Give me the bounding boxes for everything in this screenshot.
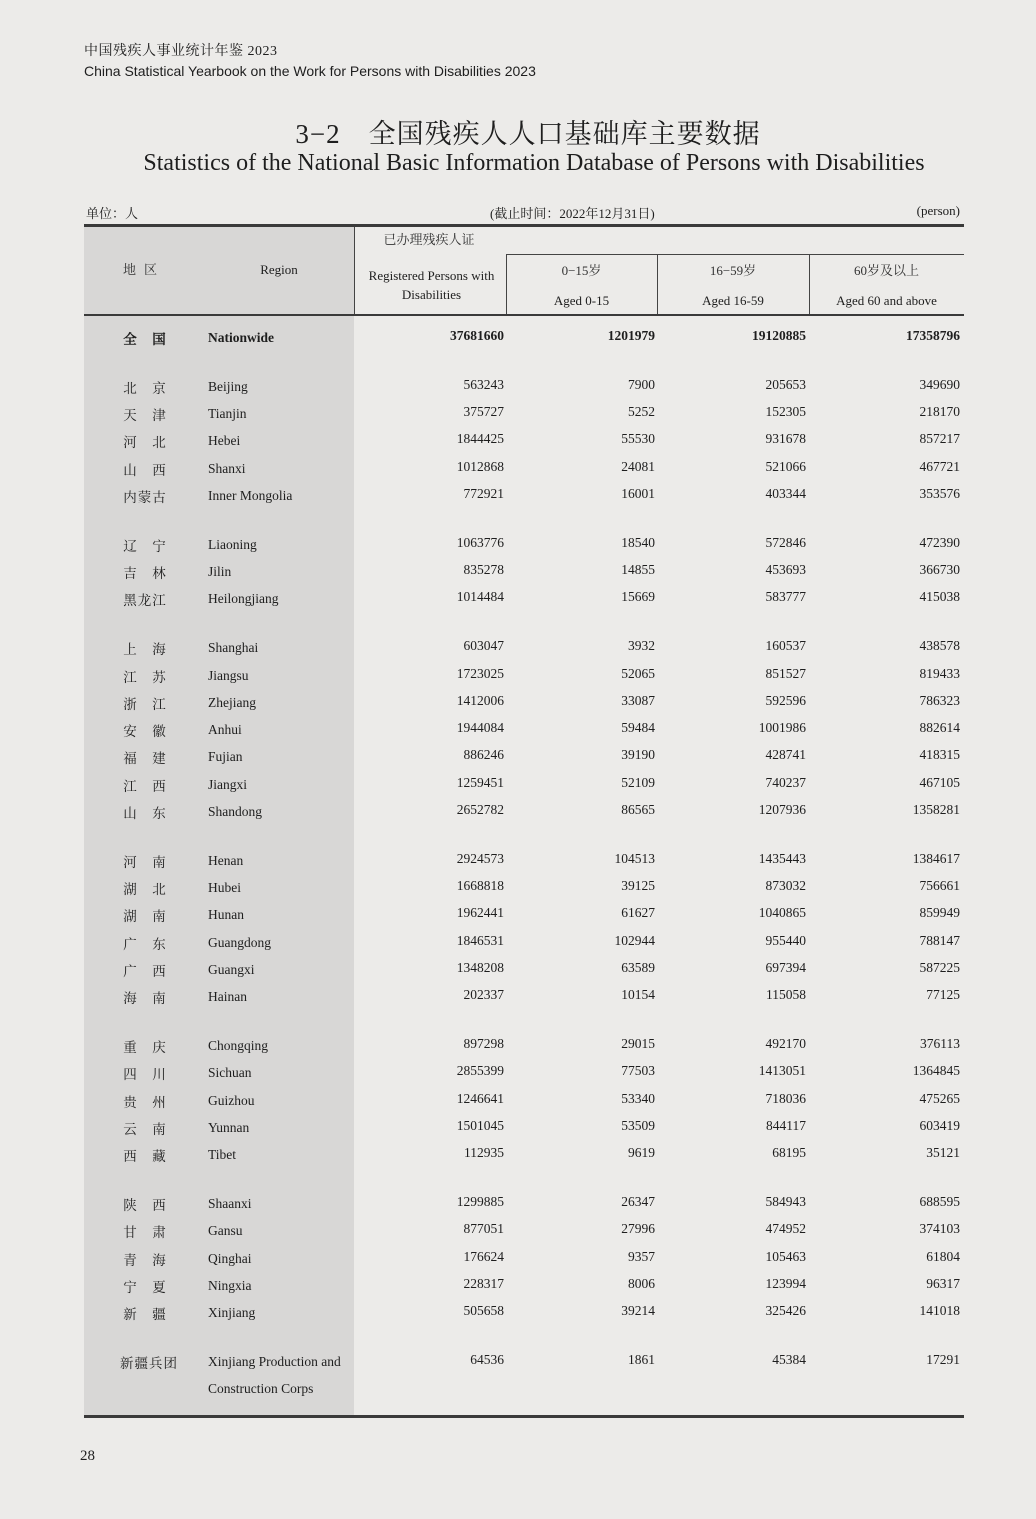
region-name-chinese: 福 建 [123,751,167,767]
region-name-chinese: 贵 州 [123,1094,167,1110]
aged-0-15-cell: 61627 [621,905,655,921]
aged-60-plus-cell: 688595 [919,1194,960,1210]
table-row [84,983,964,1009]
registered-header-english: Registered Persons with Disabilities [368,268,495,302]
aged-0-15-cell: 1861 [628,1352,655,1368]
table-top-rule [84,224,964,227]
table-row [84,1348,964,1397]
aged-16-59-cell: 492170 [765,1036,806,1052]
aged-0-15-cell: 16001 [621,486,655,501]
aged-0-15-cell: 15669 [621,589,655,605]
region-name-chinese: 广 东 [123,936,167,952]
age-60-plus-header-chinese: 60岁及以上 [853,263,919,278]
aged-60-plus-cell: 376113 [920,1036,960,1052]
registered-total-cell: 1014484 [456,589,504,605]
aged-0-15-cell: 18540 [621,534,655,550]
region-name-english: Nationwide [208,330,275,345]
aged-16-59-cell: 403344 [765,486,806,501]
table-row [84,1299,964,1325]
aged-16-59-cell: 584943 [765,1194,806,1210]
region-name-english: Ningxia [208,1278,252,1293]
aged-16-59-cell: 521066 [765,458,806,474]
table-row [84,400,964,426]
region-name-english: Inner Mongolia [208,488,293,503]
region-name-english: Yunnan [208,1120,250,1135]
registered-total-cell: 1501045 [456,1118,504,1133]
region-name-english: Shandong [208,804,262,819]
table-row [84,482,964,508]
registered-total-cell: 2855399 [456,1063,504,1079]
aged-60-plus-cell: 859949 [919,905,960,921]
aged-16-59-cell: 105463 [765,1248,806,1264]
region-name-english: Tianjin [208,406,247,422]
registered-total-cell: 1259451 [456,774,504,790]
age-16-59-header-english: Aged 16-59 [702,293,764,308]
age-group-rule [506,254,964,255]
registered-total-cell: 228317 [463,1276,504,1291]
aged-0-15-cell: 53340 [621,1090,655,1106]
region-name-english: Liaoning [208,536,257,552]
registered-total-cell: 835278 [463,562,504,578]
registered-total-cell: 563243 [463,376,504,392]
registered-total-cell: 37681660 [450,328,504,343]
aged-16-59-cell: 1413051 [758,1063,806,1079]
aged-60-plus-cell: 366730 [919,562,960,578]
aged-60-plus-cell: 756661 [919,878,960,894]
aged-16-59-cell: 68195 [772,1145,806,1161]
registered-total-cell: 1348208 [456,960,504,975]
table-row [84,455,964,481]
table-title-english: Statistics of the National Basic Information Database of Persons with Disabilities [143,150,925,176]
aged-16-59-cell: 152305 [765,404,806,420]
aged-16-59-cell: 1040865 [758,905,806,921]
aged-16-59-cell: 873032 [765,878,806,894]
aged-16-59-cell: 851527 [765,665,806,681]
registered-total-cell: 772921 [463,486,504,501]
region-name-chinese: 海 南 [123,991,167,1007]
table-row [84,373,964,399]
table-row [84,1087,964,1113]
table-bottom-rule [84,1415,964,1418]
aged-16-59-cell: 45384 [772,1352,806,1368]
aged-60-plus-cell: 1384617 [912,850,960,866]
registered-total-cell: 112935 [464,1145,504,1161]
table-row [84,874,964,900]
aged-60-plus-cell: 17358796 [906,328,960,343]
table-row [84,743,964,769]
region-name-english: Shanghai [208,640,259,656]
registered-total-cell: 1412006 [456,692,504,708]
aged-0-15-cell: 14855 [621,562,655,578]
region-name-chinese: 北 京 [123,380,167,396]
region-name-chinese: 内蒙古 [123,490,167,505]
registered-total-cell: 877051 [463,1221,504,1237]
table-row [84,1217,964,1243]
age-16-59-header-chinese: 16−59岁 [709,263,757,278]
region-name-english: Guizhou [208,1092,255,1108]
table-row [84,771,964,797]
aged-0-15-cell: 39214 [621,1303,655,1319]
registered-total-cell: 1299885 [456,1194,504,1210]
region-name-chinese: 吉 林 [123,566,167,582]
aged-60-plus-cell: 17291 [926,1352,960,1368]
region-name-english: Hubei [208,880,241,896]
region-name-chinese: 云 南 [123,1122,167,1137]
region-name-english: Anhui [208,722,242,738]
registered-total-cell: 1063776 [456,534,504,550]
region-name-chinese: 陕 西 [123,1198,167,1214]
aged-60-plus-cell: 141018 [919,1303,960,1319]
aged-16-59-cell: 955440 [765,932,806,948]
region-name-english: Hainan [208,989,247,1005]
aged-60-plus-cell: 438578 [919,638,960,654]
registered-total-cell: 1012868 [456,458,504,474]
aged-16-59-cell: 931678 [765,431,806,447]
table-row [84,1032,964,1058]
region-name-chinese: 上 海 [123,642,167,658]
region-name-english: Xinjiang [208,1305,256,1321]
region-name-english: Fujian [208,749,243,765]
region-name-chinese: 山 东 [123,806,167,821]
age-0-15-header-english: Aged 0-15 [553,293,610,308]
aged-0-15-cell: 8006 [628,1276,655,1291]
unit-label-english: (person) [916,203,960,218]
region-name-english: Tibet [208,1147,237,1163]
table-row [84,531,964,557]
region-name-chinese: 新疆兵团 [120,1356,178,1372]
aged-0-15-cell: 52109 [621,774,655,790]
aged-0-15-cell: 29015 [621,1036,655,1052]
region-name-english: Qinghai [208,1250,252,1266]
table-title-chinese: 3−2 全国残疾人人口基础库主要数据 [295,119,761,149]
aged-60-plus-cell: 418315 [919,747,960,763]
table-row [84,901,964,927]
aged-60-plus-cell: 353576 [919,486,960,501]
aged-60-plus-cell: 374103 [919,1221,960,1237]
aged-60-plus-cell: 1358281 [912,802,960,817]
aged-0-15-cell: 27996 [621,1221,655,1237]
running-header-chinese: 中国残疾人事业统计年鉴 2023 [84,44,278,59]
registered-total-cell: 1962441 [456,905,504,921]
region-name-chinese: 四 川 [123,1067,167,1083]
aged-0-15-cell: 9619 [628,1145,655,1161]
aged-16-59-cell: 592596 [765,692,806,708]
region-name-chinese: 天 津 [123,408,167,424]
aged-60-plus-cell: 467721 [919,458,960,474]
region-name-english: Shanxi [208,460,246,476]
aged-16-59-cell: 19120885 [752,328,806,343]
region-name-chinese: 河 北 [123,435,167,451]
region-name-english: Henan [208,852,244,868]
region-name-chinese: 江 苏 [123,669,167,685]
region-name-english: Xinjiang Production and Construction Corps [208,1354,341,1397]
aged-0-15-cell: 7900 [628,376,655,392]
aged-0-15-cell: 39190 [621,747,655,763]
aged-0-15-cell: 77503 [621,1063,655,1079]
aged-0-15-cell: 26347 [621,1194,655,1210]
table-row [84,1114,964,1140]
aged-16-59-cell: 453693 [765,562,806,578]
aged-16-59-cell: 474952 [765,1221,806,1237]
table-row [84,585,964,611]
region-name-english: Shaanxi [208,1196,252,1212]
age-60-plus-header-english: Aged 60 and above [836,293,937,308]
aged-0-15-cell: 9357 [628,1248,655,1264]
region-name-english: Sichuan [208,1065,252,1081]
table-row [84,634,964,660]
registered-total-cell: 1944084 [456,720,504,736]
table-row [84,1059,964,1085]
aged-60-plus-cell: 61804 [926,1248,960,1264]
aged-16-59-cell: 115058 [766,987,806,1003]
registered-total-cell: 2652782 [456,802,504,817]
aged-0-15-cell: 24081 [621,458,655,474]
aged-0-15-cell: 52065 [621,665,655,681]
registered-total-cell: 202337 [463,987,504,1003]
region-name-english: Guangxi [208,962,255,977]
aged-60-plus-cell: 77125 [926,987,960,1003]
aged-0-15-cell: 59484 [621,720,655,736]
cutoff-date-note: (截止时间：2022年12月31日) [490,206,655,221]
table-row [84,558,964,584]
table-row [84,689,964,715]
registered-header-chinese: 已办理残疾人证 [383,232,475,247]
table-row [84,716,964,742]
aged-16-59-cell: 160537 [765,638,806,654]
aged-16-59-cell: 572846 [765,534,806,550]
region-name-english: Guangdong [208,934,271,950]
registered-total-cell: 1668818 [456,878,504,894]
table-row [84,662,964,688]
table-row [84,1245,964,1271]
region-name-chinese: 江 西 [123,778,167,794]
table-row [84,956,964,982]
age-0-15-header-chinese: 0−15岁 [561,263,602,278]
aged-0-15-cell: 1201979 [607,328,655,343]
region-name-english: Chongqing [208,1038,269,1054]
aged-16-59-cell: 428741 [765,747,806,763]
aged-60-plus-cell: 467105 [919,774,960,790]
region-name-chinese: 湖 南 [123,909,167,925]
registered-total-cell: 176624 [463,1248,504,1264]
aged-16-59-cell: 697394 [765,960,806,975]
aged-0-15-cell: 5252 [628,404,655,420]
registered-total-cell: 1844425 [456,431,504,447]
region-name-english: Jiangxi [208,776,247,792]
aged-0-15-cell: 102944 [614,932,655,948]
aged-16-59-cell: 1001986 [758,720,806,736]
registered-total-cell: 64536 [470,1352,504,1368]
aged-0-15-cell: 53509 [621,1118,655,1133]
region-name-english: Gansu [208,1223,243,1239]
registered-total-cell: 886246 [463,747,504,763]
table-row [84,1141,964,1167]
table-row [84,798,964,824]
aged-60-plus-cell: 349690 [919,376,960,392]
region-name-chinese: 浙 江 [123,696,167,712]
region-name-chinese: 西 藏 [123,1149,167,1165]
aged-16-59-cell: 844117 [766,1118,806,1133]
registered-total-cell: 603047 [463,638,504,654]
region-header-english: Region [260,262,298,277]
region-name-chinese: 甘 肃 [123,1225,167,1241]
region-name-chinese: 河 南 [123,854,167,870]
running-header-english: China Statistical Yearbook on the Work for Persons with Disabilities 2023 [84,63,536,79]
aged-16-59-cell: 205653 [765,376,806,392]
aged-60-plus-cell: 786323 [919,692,960,708]
registered-total-cell: 897298 [463,1036,504,1052]
aged-16-59-cell: 325426 [765,1303,806,1319]
region-name-chinese: 安 徽 [123,724,167,740]
aged-0-15-cell: 10154 [621,987,655,1003]
aged-60-plus-cell: 788147 [919,932,960,948]
region-name-english: Jiangsu [208,667,249,683]
region-name-chinese: 辽 宁 [123,538,167,554]
region-name-chinese: 广 西 [123,964,167,979]
page-number: 28 [80,1448,95,1464]
aged-60-plus-cell: 587225 [919,960,960,975]
aged-60-plus-cell: 35121 [926,1145,960,1161]
region-name-english: Hunan [208,907,244,923]
region-name-chinese: 重 庆 [123,1040,167,1056]
aged-60-plus-cell: 218170 [919,404,960,420]
region-name-chinese: 湖 北 [123,882,167,898]
region-name-english: Zhejiang [208,694,256,710]
aged-16-59-cell: 1435443 [758,850,806,866]
header-divider [354,227,355,314]
registered-total-cell: 505658 [463,1303,504,1319]
table-row [84,847,964,873]
registered-total-cell: 375727 [463,404,504,420]
region-name-chinese: 山 西 [123,462,167,478]
table-row [84,929,964,955]
aged-16-59-cell: 1207936 [758,802,806,817]
aged-60-plus-cell: 415038 [919,589,960,605]
registered-total-cell: 1846531 [456,932,504,948]
aged-0-15-cell: 104513 [614,850,655,866]
aged-60-plus-cell: 1364845 [912,1063,960,1079]
aged-60-plus-cell: 96317 [926,1276,960,1291]
aged-60-plus-cell: 475265 [919,1090,960,1106]
unit-label: 单位：人 [86,206,139,221]
aged-0-15-cell: 3932 [628,638,655,654]
aged-60-plus-cell: 819433 [919,665,960,681]
region-name-chinese: 新 疆 [123,1307,167,1323]
aged-60-plus-cell: 882614 [919,720,960,736]
aged-0-15-cell: 33087 [621,692,655,708]
table-row [84,1190,964,1216]
aged-0-15-cell: 86565 [621,802,655,817]
table-row [84,427,964,453]
aged-60-plus-cell: 472390 [919,534,960,550]
total-row [84,324,964,350]
region-name-chinese: 黑龙江 [123,593,167,609]
region-header-chinese: 地区 [122,262,165,277]
region-name-english: Hebei [208,433,241,449]
registered-total-cell: 1246641 [456,1090,504,1106]
registered-total-cell: 2924573 [456,850,504,866]
region-name-chinese: 全 国 [123,332,167,347]
region-name-chinese: 青 海 [123,1252,167,1268]
header-bottom-rule [84,314,964,316]
table-row [84,1272,964,1298]
aged-16-59-cell: 718036 [765,1090,806,1106]
registered-total-cell: 1723025 [456,665,504,681]
aged-0-15-cell: 39125 [621,878,655,894]
aged-60-plus-cell: 603419 [919,1118,960,1133]
data-table [84,224,964,1418]
aged-16-59-cell: 583777 [765,589,806,605]
aged-60-plus-cell: 857217 [919,431,960,447]
region-name-english: Beijing [208,378,248,394]
region-name-chinese: 宁 夏 [123,1280,167,1295]
aged-0-15-cell: 55530 [621,431,655,447]
region-name-english: Heilongjiang [208,591,279,607]
aged-16-59-cell: 740237 [765,774,806,790]
aged-0-15-cell: 63589 [621,960,655,975]
aged-16-59-cell: 123994 [765,1276,806,1291]
region-name-english: Jilin [208,564,232,580]
